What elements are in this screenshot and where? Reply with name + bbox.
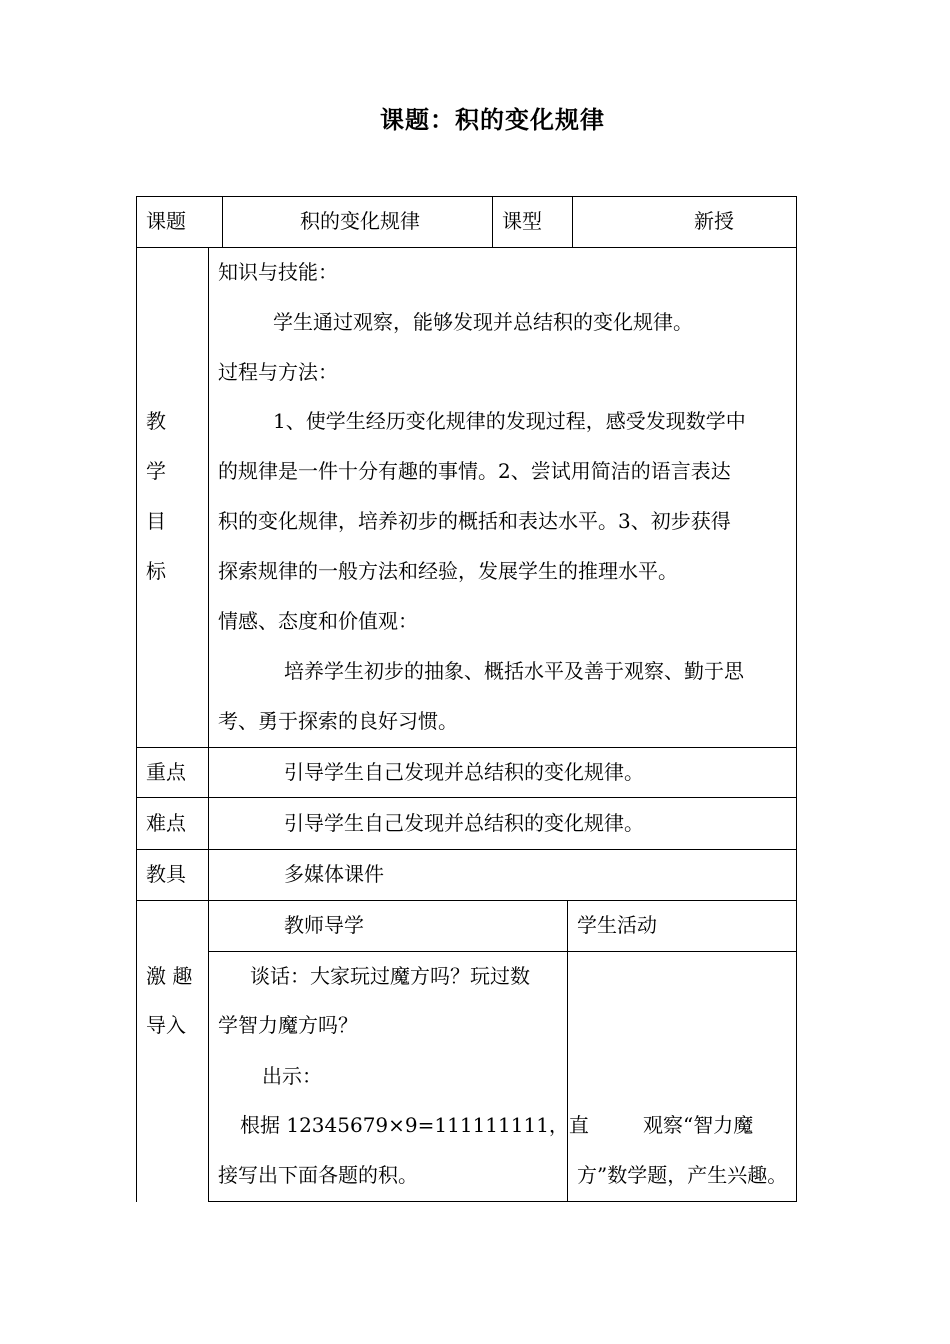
row-divider bbox=[208, 951, 797, 952]
objectives-line: 的规律是一件十分有趣的事情。2、尝试用简洁的语言表达 bbox=[218, 459, 731, 483]
objectives-heading: 情感、态度和价值观： bbox=[218, 609, 418, 633]
row-divider bbox=[136, 247, 797, 248]
table-border-top bbox=[136, 196, 797, 197]
row-divider bbox=[136, 747, 797, 748]
teacher-line: 学智力魔方吗？ bbox=[218, 1013, 358, 1037]
teacher-line: 根据 12345679×9=111111111，直 bbox=[240, 1113, 589, 1137]
table-border-left bbox=[136, 196, 137, 1202]
objectives-line: 积的变化规律，培养初步的概括和表达水平。3、初步获得 bbox=[218, 509, 731, 533]
objectives-label-char: 教 bbox=[146, 409, 166, 433]
page-title: 课题：积的变化规律 bbox=[380, 106, 605, 134]
type-value: 新授 bbox=[694, 209, 734, 233]
teacher-line: 谈话：大家玩过魔方吗？玩过数 bbox=[250, 964, 530, 988]
objectives-line: 培养学生初步的抽象、概括水平及善于观察、勤于思 bbox=[284, 659, 744, 683]
objectives-heading: 过程与方法： bbox=[218, 360, 338, 384]
key-point-value: 引导学生自己发现并总结积的变化规律。 bbox=[284, 760, 644, 784]
tools-value: 多媒体课件 bbox=[284, 862, 384, 886]
intro-label: 导入 bbox=[146, 1013, 186, 1037]
objectives-line: 学生通过观察，能够发现并总结积的变化规律。 bbox=[273, 310, 693, 334]
student-activity-header: 学生活动 bbox=[577, 913, 657, 937]
row-divider bbox=[136, 900, 797, 901]
teacher-line: 出示： bbox=[262, 1064, 322, 1088]
tools-label: 教具 bbox=[146, 862, 186, 886]
objectives-heading: 知识与技能： bbox=[218, 260, 338, 284]
type-label: 课型 bbox=[502, 209, 542, 233]
student-line: 方”数学题，产生兴趣。 bbox=[577, 1163, 788, 1187]
teacher-line: 接写出下面各题的积。 bbox=[218, 1163, 418, 1187]
row-divider bbox=[136, 797, 797, 798]
objectives-label-char: 标 bbox=[146, 559, 166, 583]
difficulty-label: 难点 bbox=[146, 811, 186, 835]
key-point-label: 重点 bbox=[146, 760, 186, 784]
table-border-bottom bbox=[208, 1201, 797, 1202]
row-divider bbox=[136, 849, 797, 850]
col-divider bbox=[222, 196, 223, 247]
difficulty-value: 引导学生自己发现并总结积的变化规律。 bbox=[284, 811, 644, 835]
student-line: 观察“智力魔 bbox=[643, 1113, 754, 1137]
objectives-label-char: 目 bbox=[146, 509, 166, 533]
col-divider bbox=[492, 196, 493, 247]
objectives-line: 考、勇于探索的良好习惯。 bbox=[218, 709, 458, 733]
col-divider bbox=[567, 900, 568, 1202]
table-border-right bbox=[796, 196, 797, 1202]
topic-label: 课题 bbox=[146, 209, 186, 233]
intro-label: 激 趣 bbox=[146, 964, 193, 988]
objectives-label-char: 学 bbox=[146, 459, 166, 483]
topic-value: 积的变化规律 bbox=[300, 209, 420, 233]
objectives-line: 1、使学生经历变化规律的发现过程，感受发现数学中 bbox=[273, 409, 746, 433]
col-divider bbox=[208, 247, 209, 1202]
col-divider bbox=[572, 196, 573, 247]
objectives-line: 探索规律的一般方法和经验，发展学生的推理水平。 bbox=[218, 559, 678, 583]
teacher-guide-header: 教师导学 bbox=[284, 913, 364, 937]
